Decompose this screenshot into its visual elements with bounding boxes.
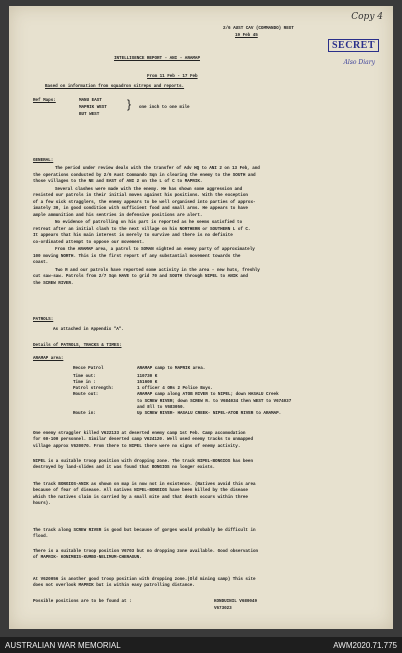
detail-value: to SCREW RIVER; down SCREW R. to V684034 then WEST to V674037 [137,398,292,404]
secret-stamp: SECRET [328,39,379,52]
general-line: No evidence of patrolling on his part is reported as he seems satisfied to [55,220,243,225]
general-line: of a few sick stragglers, the enemy appears to be well organised into parties of approx- [33,199,256,205]
ref-maps-label: Ref Maps: [33,98,56,103]
handwritten-annotation: Also Diary [343,59,375,66]
general-line: resisted our patrols in their initial moves against his positions. With the exception [33,193,248,198]
nipel-line: destroyed by land-slides and it was found that BONGIOS no longer exists. [33,465,216,471]
general-line: coast. [33,260,49,265]
findings-line: village approx V620070. From there to NIPEL there were no signs of enemy activity. [33,443,241,449]
detail-value: 1 officer 4 ORs 2 Police Boys. [137,386,213,392]
general-line: those villages to the NE and EAST of ANI 2 on the L of C to MAPRIK. [33,179,203,184]
aramap-heading: ARAMAP area: [33,356,64,361]
detail-value: 151600 K [137,379,158,385]
report-date: 19 Feb 45 [235,33,258,38]
detail-label: Time in : [73,379,96,385]
document-page [9,6,393,629]
findings-line: for 60-100 personnel. Similar deserted camp V624120. Well used enemy tracks to unmapped [33,437,253,443]
screw-line: The track along SCREW RIVER is good but because of gorges would probably be difficult in [33,528,256,533]
general-line: The period under review deals with the transfer of Adv HQ to ANI 2 on 13 Feb, and [55,166,260,171]
detail-value: ARAMAP camp to MAPRIK area. [137,366,206,371]
screw-line: flood. [33,534,49,540]
ref-map-item: BUT WEST [79,112,100,117]
troop-line: There is a suitable troop position V6703 but no dropping zone available. Good observation [33,549,259,554]
details-heading: Details of PATROLS, TRACKS & TIMES: [33,343,122,348]
general-line: cut saw-saw. Patrols from 2/7 Sqn HAVE to grid 70 and SOUTH through NIPEL to ANIK and [33,274,248,279]
general-line: 100 moving NORTH. This is the first report of any substantial movement towards the [33,253,241,259]
report-basis: Based on information from squadron sitreps and reports. [45,84,185,89]
general-line: the SCREW RIVER. [33,280,74,286]
patrols-heading: PATROLS: [33,317,54,322]
patrols-text: As attached in Appendix "A". [53,327,124,332]
general-line: ample ammunition and his sentries in defensive positions are alert. [33,212,203,218]
brace-icon: } [127,97,132,111]
report-title: INTELLIGENCE REPORT - ANI - ARAMAP [114,56,200,61]
general-line: imately 30, in good condition with sufficient food and small arms. He appears to have [33,206,248,211]
general-line: the operations conducted by 2/6 Aust Commando Sqn in clearing the enemy to the SOUTH and [33,172,256,178]
detail-label: Time out: [73,373,96,379]
footer-bar [0,637,402,653]
detail-label: Patrol strength: [73,386,114,392]
detail-label: Route out: [73,392,99,398]
general-line: It appears that his main interest is merely to survive and there is no definite [33,233,233,238]
footer-source: AUSTRALIAN WAR MEMORIAL [5,641,121,650]
report-period: From 11 Feb - 17 Feb [147,74,198,79]
general-heading: GENERAL: [33,158,54,163]
bongios-line: which the natives claim is carried by a small mite and that death occurs within three [33,494,248,500]
general-line: Two R and our patrols have reported some activity in the area - new huts, freshly [55,267,260,273]
detail-label: Recce Patrol [73,366,104,371]
general-line: Several clashes were made with the enemy. He has shown some aggression and [55,186,243,192]
ref-map-item: MAPRIK WEST [79,105,107,110]
general-line: retreat after an initial clash to the next village on his NORTHERN or SOUTHERN L of C. [33,226,251,232]
detail-value: Up SCREW RIVER- HASALU CREEK- NIPEL-ATOB RIVER to ARAMAP. [137,411,282,417]
general-line: From the ARAMAP area, a patrol to SOMAN sighted an enemy party of approximately [55,247,255,252]
general-line: co-ordinated attempt to oppose our movement. [33,239,145,245]
bongios-line: hours). [33,500,51,506]
bongios-line: because of fear of disease. All natives NIPEL-BONGIOS have been killed by the disease [33,488,248,494]
v62-line: does not overlook MAPRIK but is within easy patrolling distance. [33,583,195,589]
possible-value: V673023 [214,606,232,611]
possible-value: KONDUINIL V680049 [214,599,257,604]
possible-label: Possible positions are to be found at : [33,599,132,604]
ref-map-item: MANU EAST [79,98,102,103]
v62-line: At V620056 is another good troop position with dropping zone.(Old mining camp) This site [33,577,256,582]
findings-line: One enemy straggler killed V622133 at deserted enemy camp 1st Feb. Camp accomodation [33,431,246,436]
detail-value: 110730 K [137,373,158,379]
detail-label: Route in: [73,411,96,417]
map-scale: one inch to one mile [139,105,190,110]
detail-value: ARAMAP camp along ATOB RIVER to NIPEL; down HASALU Creek [137,392,279,398]
troop-line: of MAPRIK- KONIMBIS-KUMBO-NELIMUM-CHERAGUN. [33,555,142,561]
copy-number: Copy 4 [351,12,383,22]
footer-id: AWM2020.71.775 [333,641,397,650]
unit-name: 2/6 AUST CAV (COMMANDO) REGT [223,26,294,31]
bongios-line: The track BONGIOS-ANIK as shown on map is now not in existence. (Natives avoid this area [33,482,256,487]
detail-value: and 8ll to V683050. [137,405,186,410]
nipel-line: NIPEL is a suitable troop position with dropping zone. The track NIPEL-BONGIOS has been [33,459,253,464]
